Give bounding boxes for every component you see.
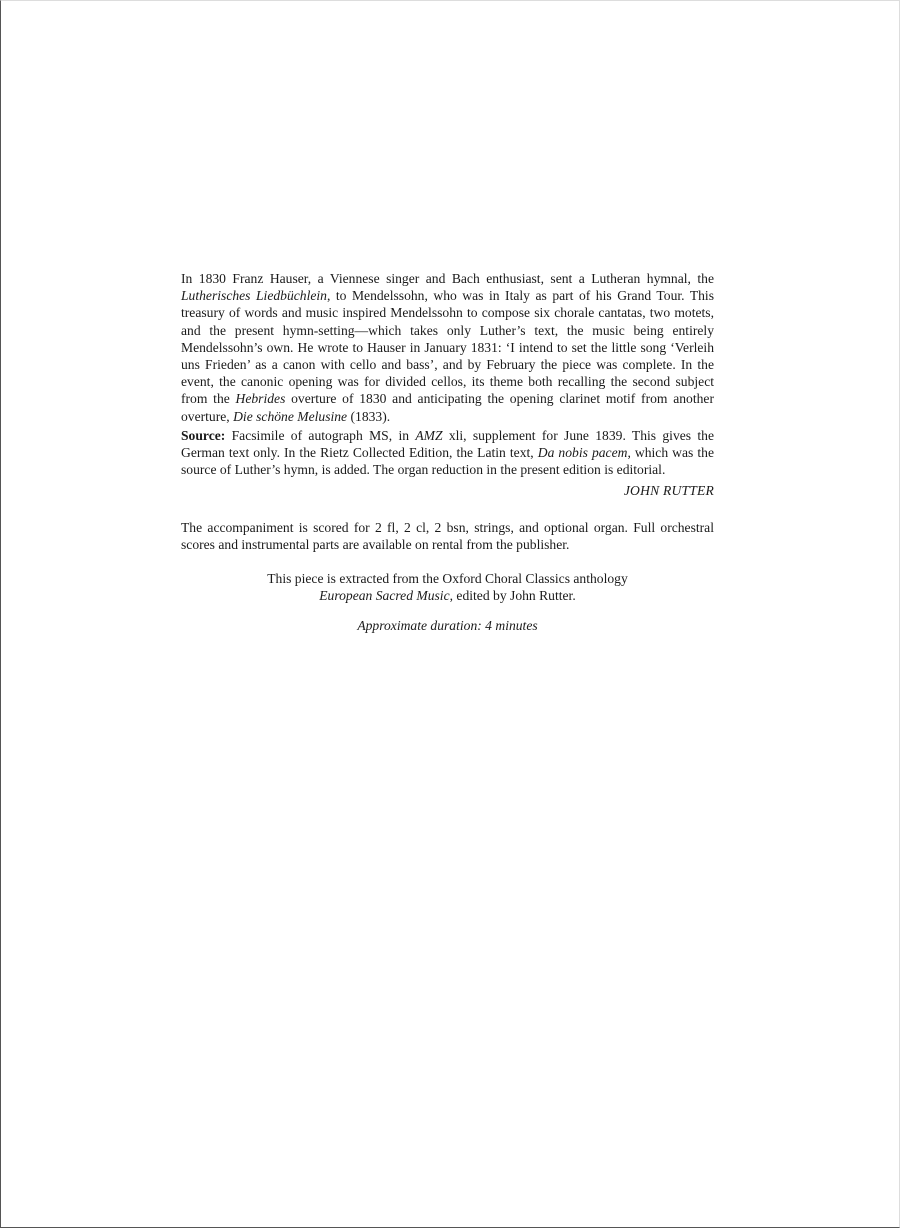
extract-note [181,570,714,604]
accompaniment-paragraph: The accompaniment is scored for 2 fl, 2 cl, 2 bsn, strings, and optional organ. Full orchestral scores and instrumental parts are available on rental from the publisher. [181,519,714,552]
anthology-title: European Sacred Music [319,588,450,604]
source-italic-da-nobis-pacem: Da nobis pacem [537,445,628,461]
extract-editor: , edited by John Rutter. [449,588,576,604]
intro-text-1: In 1830 Franz Hauser, a Viennese singer and Bach enthusiast, sent a Lutheran hymnal, the [181,271,714,286]
intro-italic-hebrides: Hebrides [235,391,286,407]
extract-line-2 [181,587,714,604]
intro-text-3: overture of 1830 and anticipating the opening clarinet motif from another overture, [181,391,714,424]
source-italic-amz: AMZ [415,427,443,443]
source-text-2: xli, supplement for June 1839. This gives the German text only. In the Rietz Collected Edition, the Latin text, [181,427,714,461]
intro-italic-liedbuchlein: Lutherisches Liedbüchlein [181,288,327,304]
intro-paragraph [181,270,714,425]
author-signature: JOHN RUTTER [623,483,714,499]
duration-note: Approximate duration: 4 minutes [357,618,538,634]
source-label: Source: [181,427,226,443]
source-paragraph [181,427,714,479]
intro-text-4: (1833). [347,408,391,424]
intro-text-2: , to Mendelssohn, who was in Italy as part of his Grand Tour. This treasury of words and music inspired Mendelssohn to compose six chorale cantatas, two motets, and the present hymn-setting—which takes only Luther’s text, the music being entirely Mendelssohn’s own. He wrote to Hauser in January 1831: ‘I intend to set the little song ‘Verleih uns Frieden’ as a canon with cello and bass’, and by February the piece was complete. In the event, the canonic opening was for divided cellos, its theme both recalling the second subject from the [181,288,714,407]
extract-line-1: This piece is extracted from the Oxford Choral Classics anthology [267,571,628,587]
intro-italic-melusine: Die schöne Melusine [233,408,348,424]
source-text-3: , which was the source of Luther’s hymn, is added. The organ reduction in the present edition is editorial. [181,445,714,478]
source-text-1: Facsimile of autograph MS, in [225,427,416,443]
notes-block [181,270,714,635]
